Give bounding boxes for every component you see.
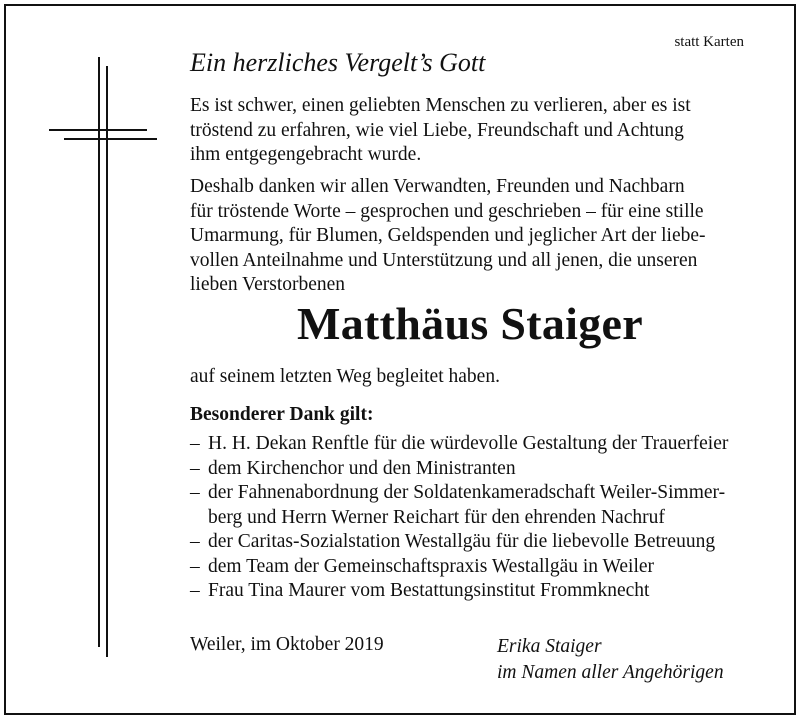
list-item — [190, 457, 760, 482]
place-date: Weiler, im Oktober 2019 — [190, 634, 384, 655]
list-item-text: der Fahnenabordnung der Soldatenkameradschaft Weiler-Simmer- — [208, 482, 726, 503]
after-name-line: auf seinem letzten Weg begleitet haben. — [190, 366, 500, 387]
dash-bullet: – — [190, 580, 200, 601]
cross-horizontal-shadow-line — [64, 138, 157, 140]
dash-bullet: – — [190, 531, 200, 552]
deceased-name: Matthäus Staiger — [297, 298, 643, 349]
paragraph-line: lieben Verstorbenen — [190, 274, 346, 295]
paragraph-line: Deshalb danken wir allen Verwandten, Freunden und Nachbarn — [190, 176, 685, 197]
notice-heading: Ein herzliches Vergelt’s Gott — [190, 48, 486, 77]
list-item — [190, 555, 760, 580]
dash-bullet: – — [190, 433, 200, 454]
paragraph-line: tröstend zu erfahren, wie viel Liebe, Freundschaft und Achtung — [190, 119, 684, 141]
dash-bullet: – — [190, 482, 200, 503]
thanks-heading: Besonderer Dank gilt: — [190, 404, 374, 425]
signature-subline: im Namen aller Angehörigen — [497, 662, 724, 683]
list-item — [190, 432, 760, 457]
cross-vertical-line — [98, 57, 100, 647]
list-item-text: dem Kirchenchor und den Ministranten — [208, 457, 516, 479]
signature-name: Erika Staiger — [497, 636, 602, 657]
list-item-text: Frau Tina Maurer vom Bestattungsinstitut Frommknecht — [208, 580, 650, 601]
list-item — [190, 481, 760, 530]
paragraph-line: vollen Anteilnahme und Unterstützung und all jenen, die unseren — [190, 249, 698, 271]
paragraph-1 — [190, 94, 750, 168]
list-item-text: H. H. Dekan Renftle für die würdevolle Gestaltung der Trauerfeier — [208, 433, 729, 454]
list-item-text: der Caritas-Sozialstation Westallgäu für die liebevolle Betreuung — [208, 531, 716, 552]
list-item-text: dem Team der Gemeinschaftspraxis Westallgäu in Weiler — [208, 555, 655, 577]
list-item-text: berg und Herrn Werner Reichart für den ehrenden Nachruf — [208, 506, 665, 528]
paragraph-line: Es ist schwer, einen geliebten Menschen zu verlieren, aber es ist — [190, 95, 691, 116]
cross-horizontal-line — [49, 129, 147, 131]
list-item — [190, 579, 760, 604]
thanks-list — [190, 432, 760, 604]
list-item — [190, 530, 760, 555]
signature — [497, 634, 724, 686]
paragraph-line: Umarmung, für Blumen, Geldspenden und jeglicher Art der liebe- — [190, 225, 706, 246]
dash-bullet: – — [190, 555, 200, 577]
dash-bullet: – — [190, 457, 200, 479]
cross-vertical-shadow-line — [106, 66, 108, 657]
statt-karten-note: statt Karten — [674, 34, 744, 50]
paragraph-line: ihm entgegengebracht wurde. — [190, 144, 422, 165]
paragraph-2 — [190, 175, 750, 298]
paragraph-line: für tröstende Worte – gesprochen und geschrieben – für eine stille — [190, 200, 704, 222]
